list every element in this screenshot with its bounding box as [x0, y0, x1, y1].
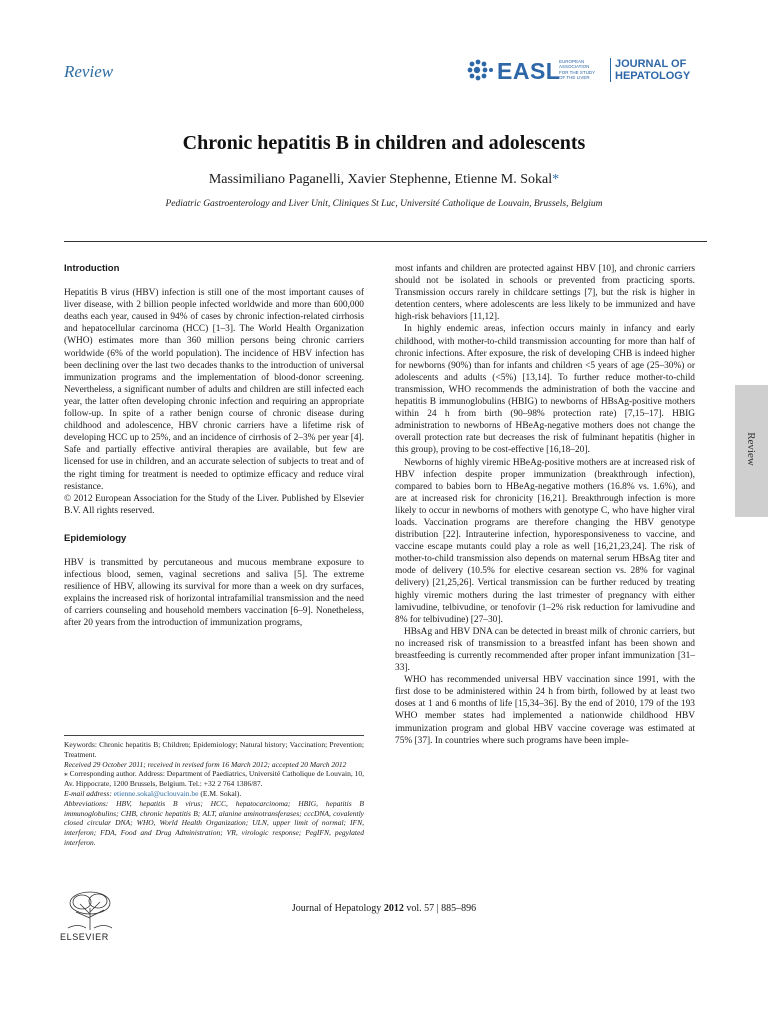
journal-logo [467, 57, 707, 87]
body-paragraph: In highly endemic areas, infection occurs mainly in infancy and early childhood, with mother-to-child transmission accounting for more than half of chronic infections. After exposure, the risk of developing CHB is indeed higher for newborns (90%) than for infants and children <5 years of age (25–30%) or adolescents and adults (<5%) [13,14]. To further reduce mother-to-child transmission, WHO recommends the administration of both the vaccine and hepatitis B immunoglobulins (HBIG) to newborns of HBsAg-positive mothers within 24 h from birth (90–98% protection rate) [7,15–17]. HBIG administration to newborns of HBeAg-negative mothers does not change the overall protection rate but decreases the risk of fulminant hepatitis (higher in this group), proving to be cost-effective [16,18–20]. [395, 324, 695, 456]
dates-footnote: Received 29 October 2011; received in revised form 16 March 2012; accepted 20 March 2012 [64, 759, 347, 769]
email-footnote: E-mail address: etienne.sokal@uclouvain.be (E.M. Sokal). [64, 788, 242, 798]
header-divider [64, 241, 707, 242]
body-paragraph: most infants and children are protected against HBV [10], and chronic carriers should not be isolated in schools or prevented from practicing sports. Transmission occurs rarely in childcare settings [7], but the risk is higher in detention centers, where adolescents are less likely to be immunized and have high-risk behaviors [11,12]. [395, 264, 695, 323]
article-affiliation: Pediatric Gastroenterology and Liver Unit, Cliniques St Luc, Université Catholique de Louvain, Brussels, Belgium [165, 199, 603, 209]
logo-divider [610, 58, 611, 82]
page-footer [0, 903, 768, 914]
footer-journal: Journal of Hepatology [291, 903, 382, 914]
corresponding-author-mark[interactable]: * [552, 172, 560, 187]
easl-logo-text: EASL [497, 58, 561, 84]
corresponding-author-footnote: ⁎ Corresponding author. Address: Department of Paediatrics, Université Catholique de Louvain, 10, Av. Hippocrate, 1200 Brussels, Belgium. Tel.: +32 2 764 1386/87. [64, 769, 364, 789]
easl-logo-subtext: EUROPEAN ASSOCIATION FOR THE STUDY OF THE LIVER [559, 59, 596, 80]
publisher-wordmark: ELSEVIER [60, 932, 109, 942]
footnotes [64, 740, 364, 848]
footnote-divider [64, 735, 364, 736]
introduction-heading: Introduction [64, 263, 120, 274]
body-paragraph: Newborns of highly viremic HBeAg-positive mothers are at increased risk of HBV infection despite proper immunization (breakthrough infection), compared to babies born to HBeAg-negative mothers (16.8% vs. 1.6%), and are at increased risk for chronicity [16,21]. Breakthrough infection is more likely to occur in newborns of mothers with genotype C, who have higher viral loads. Vaccination programs are therefore changing the HBV genotype distribution [22]. Intrauterine infection, hyporesponsiveness to vaccine, and vaccine escape mutants could play a role as well [16,21,23,24]. The risk of mother-to-child transmission also depends on maternal serum HBsAg titer and mode of delivery (10.5% for elective cesarean section vs. 28% for vaginal delivery) [21,25,26]. Vertical transmission can be further reduced by treating highly viremic mothers during the last trimester of pregnancy with either lamivudine, telbivudine, or tenofovir (1–2% risk reduction for lamivudine and 8% for telbivudine) [27–30]. [395, 457, 695, 625]
article-title: Chronic hepatitis B in children and adolescents [182, 132, 586, 154]
author-email-link[interactable]: etienne.sokal@uclouvain.be [113, 788, 199, 798]
section-label: Review [64, 62, 114, 81]
epidemiology-paragraph: HBV is transmitted by percutaneous and mucous membrane exposure to infectious blood, semen, vaginal secretions and saliva [5]. The extreme resilience of HBV, allowing its survival for more than a week on dry surfaces, explains the increased risk of horizontal intrafamilial transmission and the need of carriers counseling and household members vaccination [6–9]. Nonetheless, after 20 years from the introduction of immunization programs, [64, 557, 364, 629]
footer-pages: 885–896 [441, 903, 477, 914]
article-authors: Massimiliano Paganelli, Xavier Stephenne, Etienne M. Sokal* [208, 172, 560, 187]
side-section-tab [735, 385, 768, 517]
footer-year: 2012 [383, 903, 404, 914]
footer-separator: | [436, 903, 439, 914]
abbreviations-footnote: Abbreviations: HBV, hepatitis B virus; HCC, hepatocarcinoma; HBIG, hepatitis B immunoglobulins; CHB, chronic hepatitis B; ALT, alanine aminotransferases; cccDNA, covalently closed circular DNA; WHO, World Health Organization; ULN, upper limit of normal; IFN, interferon; FDA, Food and Drug Administration; VR, virologic response; PegIFN, pegylated interferon. [64, 798, 364, 847]
epidemiology-heading: Epidemiology [64, 532, 127, 544]
keywords-footnote: Keywords: Chronic hepatitis B; Children; Epidemiology; Natural history; Vaccination; Prevention; Treatment. [64, 740, 364, 759]
introduction-paragraph: Hepatitis B virus (HBV) infection is still one of the most important causes of liver disease, with 2 billion people infected worldwide and more than 600,000 deaths each year, caused in 94% of cases by chronic infection-related cirrhosis and hepatocellular carcinoma (HCC) [1–3]. The World Health Organization (WHO) estimates more than 360 million persons being chronic carriers worldwide (6% of the world population). The incidence of HBV infection has been declining over the last two decades thanks to the introduction of universal immunization programs and the implementation of blood-donor screening. Nevertheless, a significant number of adults and children are still infected each year, the latter often developing chronic infection and requiring an appropriate follow-up. In spite of a rather benign course of chronic disease during childhood and adolescence, HBV chronic carriers have a lifetime risk of developing HCC up to 25%, and an incidence of cirrhosis of 2–3% per year [4]. Safe and partially effective antiviral therapies are available, but few are licensed for use in children, and an accurate selection of subjects to treat and of the right timing for treatment is needed to optimize efficacy and reduce viral resistance. [64, 288, 364, 492]
body-paragraph: HBsAg and HBV DNA can be detected in breast milk of chronic carriers, but no increased risk of transmission to a breastfed infant has been shown and breastfeeding is currently recommended after proper infant immunization [31–33]. [395, 626, 695, 674]
journal-name: JOURNAL OF HEPATOLOGY [615, 58, 691, 82]
right-column [395, 263, 695, 747]
side-tab-label: Review [745, 432, 757, 466]
copyright-notice: © 2012 European Association for the Study of the Liver. Published by Elsevier B.V. All rights reserved. [64, 493, 364, 516]
easl-stars-icon [467, 59, 495, 81]
body-paragraph: WHO has recommended universal HBV vaccination since 1991, with the first dose to be administered within 24 h from birth, followed by at least two doses at 1 and 6 months of life [15,34–36]. By the end of 2010, 179 of the 193 WHO member states had implemented a nationwide childhood HBV immunization program and global HBV vaccine coverage was estimated at 75% [37]. In countries where such programs have been imple- [395, 675, 695, 746]
footer-volume: vol. 57 [406, 903, 435, 914]
left-column [64, 263, 364, 630]
